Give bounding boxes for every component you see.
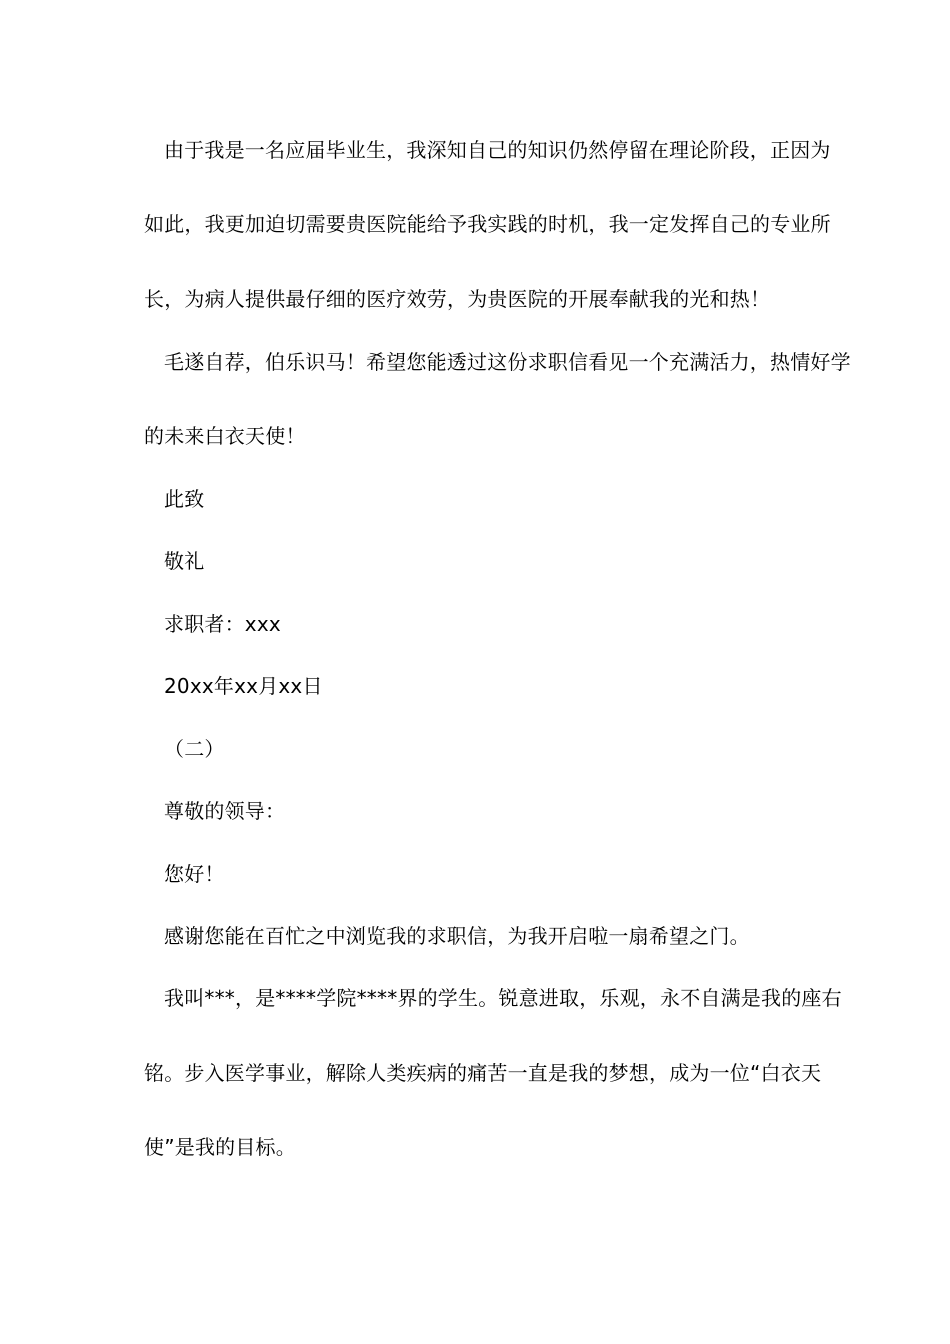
greeting-line: 尊敬的领导： bbox=[164, 799, 286, 823]
date-line: 20xx年xx月xx日 bbox=[164, 674, 323, 698]
greeting-line: 您好！ bbox=[164, 862, 225, 886]
paragraph-line: 我叫***，是****学院****界的学生。锐意进取，乐观，永不自满是我的座右 bbox=[164, 986, 842, 1010]
paragraph-line: 使”是我的目标。 bbox=[144, 1135, 296, 1159]
paragraph-line: 的未来白衣天使！ bbox=[144, 424, 306, 448]
paragraph-line: 如此，我更加迫切需要贵医院能给予我实践的时机，我一定发挥自己的专业所 bbox=[144, 212, 831, 236]
applicant-line: 求职者：xxx bbox=[164, 612, 281, 636]
paragraph-line: 长，为病人提供最仔细的医疗效劳，为贵医院的开展奉献我的光和热！ bbox=[144, 287, 771, 311]
paragraph-line: 由于我是一名应届毕业生，我深知自己的知识仍然停留在理论阶段，正因为 bbox=[164, 138, 831, 162]
salutation-line: 敬礼 bbox=[164, 549, 205, 573]
paragraph-line: 铭。步入医学事业，解除人类疾病的痛苦一直是我的梦想，成为一位“白衣天 bbox=[144, 1061, 822, 1085]
paragraph-line: 毛遂自荐，伯乐识马！希望您能透过这份求职信看见一个充满活力，热情好学 bbox=[164, 350, 851, 374]
paragraph-line: 感谢您能在百忙之中浏览我的求职信，为我开启啦一扇希望之门。 bbox=[164, 924, 750, 948]
section-heading: （二） bbox=[164, 737, 225, 761]
salutation-line: 此致 bbox=[164, 487, 205, 511]
